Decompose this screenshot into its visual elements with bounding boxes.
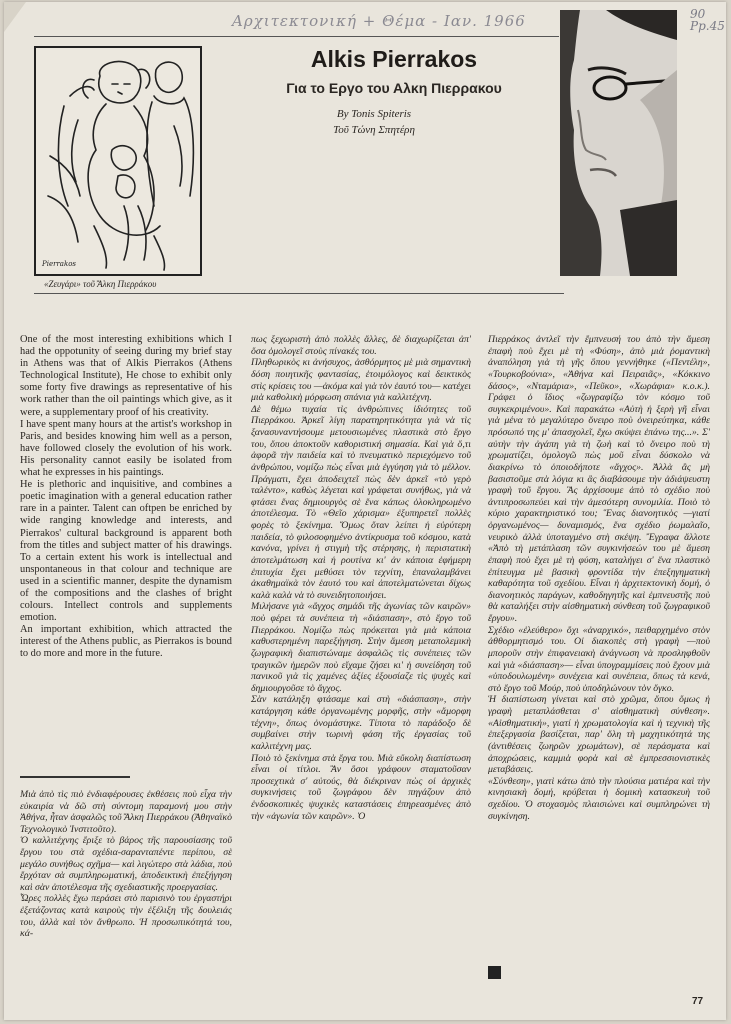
artist-signature: Pierrakos xyxy=(42,260,77,268)
greek-paragraph: Ἡ διαπίστωση γίνεται καὶ στὸ χρῶμα, ὅπου ὅμως ἡ γραφὴ μεταπλάσθεται σ' αἰσθηματικὴ σύνθεση». «Αἰσθηματική», γιατί ἡ χρωματολογία καὶ ἡ τεχνικὴ τῆς ἐπεξεργασία βασίζεται, παρ' ὅλη τὴ μαχητικότητά της (ἀντιθέσεις ζωηρῶν χρωμάτων), σὲ περάσματα καὶ ἀποχρώσεις, καμμιὰ φορὰ καὶ σὲ ἐμπρεσσιονιστικὲς μεταβάσεις. xyxy=(488,694,710,776)
byline-english: By Tonis Spiteris xyxy=(336,108,412,120)
top-rule xyxy=(34,36,559,37)
header-bottom-rule xyxy=(34,293,564,294)
artist-portrait xyxy=(560,10,677,276)
greek-paragraph: «Σύνθεση», γιατὶ κάτω ἀπὸ τὴν πλούσια ματιέρα καὶ τὴν κινησιακὴ δομή, κρύβεται ἡ δομικὴ κατασκευὴ τοῦ σχεδίου. Ὁ στοχασμὸς πλαισιώνει καὶ συμπληρώνει τὴ συγκίνηση. xyxy=(488,775,710,822)
greek-paragraph: Ὧρες πολλὲς ἔχω περάσει στὸ παρισινὸ του ἐργαστήρι ἐξετάζοντας κατὰ καιροὺς τὴν ἐξέλιξη τῆς δουλειάς του, ἀλλὰ καὶ τὸν ἄνθρωπο. Ἡ προσωπικότητά του, κά- xyxy=(20,893,232,940)
english-paragraph: An important exhibition, which attracted the interest of the Athens public, as Pierrakos is bound to do more and more in the future. xyxy=(20,624,232,660)
greek-paragraph: Πληθωρικὸς κι ἀνήσυχος, ἀσθόρμητος μὲ μιὰ σημαντικὴ δόση ποιητικῆς φαντασίας, ἑτοιμόλογος καὶ δεικτικὸς στὶς κρίσεις του —ἀκόμα καὶ γιὰ τὸν ἑαυτό του— κατέχει μιὰ καθολικὴ μόρφωση σπάνια γιὰ καλλιτέχνη. xyxy=(251,357,471,404)
greek-column-2 xyxy=(251,334,471,986)
page-number: 77 xyxy=(692,996,704,1007)
torn-corner xyxy=(4,2,26,32)
couple-drawing xyxy=(34,46,202,276)
magazine-page xyxy=(4,2,726,1020)
byline xyxy=(304,106,444,138)
english-column xyxy=(20,334,232,764)
byline-greek: Τοῦ Τώνη Σπητέρη xyxy=(333,124,415,136)
greek-paragraph: Πιερράκος ἀντλεῖ τὴν ἔμπνευσή του ἀπὸ τὴν ἄμεση ἐπαφὴ ποὺ ἔχει μὲ τὴ «Φύση», ἀπὸ μιὰ ῥομαντικὴ ἀναπόληση γιὰ τὴ γῆς ὅπου γεννήθηκε («Πεντέλη», «Τουρκοβούνια», «Ἀθήνα καὶ Πειραιᾶς», «Κόκκινο δάσος», «Νταμάρια», «Πεῦκο», «Χωράφια» κ.ο.κ.). Γράφει ὁ ἴδιος «ζωγραφίζω τὸν κόσμο τοῦ συγκεκριμένου». Καὶ παρακάτω «Αὐτὴ ἡ ξερὴ γῆ εἶναι γιὰ μένα τὸ μεγαλύτερο ὄνειρο ποὺ ὀνειρεύτηκα, κάθε πρόσωπό της μ' ἀπασχολεῖ, ἔχω σκύψει ἐπάνω της...». Σ' αὐτὴν τὴν ἀγάπη γιὰ τὴ ζωὴ καὶ τὸ ὄνειρο ποὺ τὴ χρωματίζει, ὁμολογῶ πὼς μοῦ εἶναι δύσκολο νὰ διακρίνω τὸ ὁποιοδήποτε «ἄγχος». Ἀλλὰ ἂς μὴ βασιστοῦμε στὰ λόγια κι ἂς διαβάσουμε τὴν ἀδιάψευστη γραφὴ τοῦ ἔργου. Ἂς ἀρχίσουμε ἀπὸ τὸ σχέδιο ποὺ ἀντιπροσωπεύει καὶ τὴν ἀμεσότερη συνομιλία. Ποιὸ τὸ κύριο χαρακτηριστικό του; Ἕνας διανοητικὸς —γιατί ὀργανωμένος— δυναμισμός, ἕνα σχέδιο ῥωμαλαῖο, νευρικὸ ἀλλὰ ὑποταγμένο στὴ σκέψη. Ἔγραφα ἄλλοτε «Ἀπὸ τὴ μετάπλαση τῶν συγκινήσεών του μὲ ἄμεση ἐπαφὴ ποὺ ἔχει μὲ τὴ φύση, καταλήγει σ' ἕνα πλαστικὸ ἐπίτευγμα μὲ βασικὴ φροντίδα τὴν ἐπεξηγηματικὴ καθαρότητα τοῦ σχεδίου. Εἶναι ἡ ἀρχιτεκτονικὴ δομή, ὁ διανοητικὸς παράγων, καθοδηγητῆς καὶ ἐμπνευστῆς ποὺ θὰ καταλήξει στὴν αἰσθηματικὴ σύνθεση τοῦ ζωγραφικοῦ ἔργου». xyxy=(488,334,710,624)
handwritten-note: Αρχιτεκτονική + Θέμα - Ιαν. 1966 xyxy=(232,12,526,30)
greek-paragraph: Μιὰ ἀπὸ τὶς πιὸ ἐνδιαφέρουσες ἐκθέσεις ποὺ εἶχα τὴν εὐκαιρία νὰ δῶ στὴ σύντομη παραμονή μου στὴν Ἀθήνα, ἦταν ἀσφαλῶς τοῦ Ἄλκη Πιερράκου (Ἀθηναϊκὸ Τεχνολογικὸ Ἰνστιτοῦτο). xyxy=(20,789,232,835)
english-paragraph: One of the most interesting exhibitions which I had the oppotunity of seeing during my brief stay in Athens was that of Alkis Pierrakos (Athens Technological Institute), He chose to exhibit only some forty five drawings as representative of his work rather than the oil paintings which give, as it were, a supplementary proof of his creativity. xyxy=(20,334,232,418)
drawing-caption: «Ζευγάρι» τοῦ Ἄλκη Πιερράκου xyxy=(44,279,157,289)
greek-paragraph: Δὲ θέμω τυχαία τὶς ἀνθρώπινες ἰδιότητες τοῦ Πιερράκου. Ἀρκεῖ λίγη παρατηρητικότητα γιὰ νὰ τὶς ξανασυναντήσουμε μετουσιωμένες πλαστικὰ στὸ ἔργο του, ὅπου ἀποκτοῦν καθοριστική σημασία. Καὶ γιὰ ὅ,τι ἀφορᾶ τὴν παιδεία καὶ τὸ πνευματικὸ περιεχόμενο τοῦ ἀνθρώπου, νομίζω πὼς εἶναι μιὰ ἐγγύηση γιὰ τὸ μέλλον. Πράγματι, ἔχει ἀποδειχτεῖ πὼς δὲν ἀρκεῖ «τὸ γερὸ ταλέντο», καθὼς λέγεται καὶ γράφεται συνήθως, γιὰ νὰ φτάσει ἕνας δημιουργὸς σὲ ἕνα κάπως ὁλοκληρωμένο ἀποτέλεσμα. Τὸ «Θεῖο χάρισμα» ἐξυπηρετεῖ πολλὲς φορὲς τὸ ξεκίνημα. Ὅμως ὅταν λείπει ἡ εὐρύτερη παιδεία, τὸ φιλοσοφημένο ἀντίκρυσμα τοῦ κόσμου, κατὰ κανόνα, γρίνει ἡ στιγμὴ τῆς στέρησης, ἡ περιστατικὴ ἀποτελμάτωση καὶ ἡ ρουτίνα κι' ἀν κάποια ἐφήμερη ἐπιτυχία ἔχει μεθύσει τὸν τεχνίτη, ἐπαναλαμβάνει ἀκαθημαϊκὰ τὸν ἑαυτό του καὶ ἀποτελματώνεται δίχως καλὰ καλὰ νὰ τὸ συνειδητοποιήσει. xyxy=(251,403,471,601)
greek-paragraph: Σχέδιο «ἐλεύθερο» ὄχι «ἀναρχικό», πειθαρχημένο στὸν ἀθθορμητισμό του. Οἱ διακοπὲς στὴ γραφὴ —ποὺ μποροῦν στὴν ἐπιφανειακὴ ἀνάγνωση νὰ προσληφθοῦν καὶ γιὰ «διάσπαση»— εἶναι ὑπογραμμίσεις ποὺ ἔχουν μιὰ «ὑποδουλωμένη» συνέχεια καὶ συνέπεια, ὅπως τὰ κενά, στὸ ἔργο τοῦ Μούρ, ποὺ ὑποδηλώνουν τὸν ὄγκο. xyxy=(488,624,710,694)
column-divider xyxy=(20,776,130,778)
greek-column-1 xyxy=(20,789,232,984)
english-paragraph: He is plethoric and inquisitive, and combines a poetic imagination with a general education rather rare in a painter. Talent can oftpen be enriched by wide ranging knowledge and interests, and Pierrakos' cultural background is apparent both from the titles and subject matter of his drawings. To a certain extent his work is intellectual and unspontaneous in that colour and technique are used in a scientific manner, despite the dynamism of the compositions and the clashes of bright colours. Intellect controls and supplements emotion. xyxy=(20,479,232,624)
end-of-article-mark xyxy=(488,966,501,979)
greek-paragraph: Ὁ καλλιτέχνης ἔριξε τὸ βάρος τῆς παρουσίασης τοῦ ἔργου του στὰ σχέδια-σαρανταπέντε περίπου, σὲ μεγάλο συνήθως σχῆμα— καὶ λιγώτερο στὰ λάδια, ποὺ ἔρχόταν σὰ συμπληρωματική, ἀποδεικτικὴ ἐπεξήγηση καὶ σὰν ἀποτέλεσμα τῆς σχεδιαστικῆς προεργασίας. xyxy=(20,835,232,893)
handwritten-corner-note: 90 Pp.45 xyxy=(690,7,725,33)
greek-column-3 xyxy=(488,334,710,954)
article-subtitle: Για το Εργο του Αλκη Πιερρακου xyxy=(286,80,502,96)
english-paragraph: I have spent many hours at the artist's workshop in Paris, and besides knowing him well as a person, have followed closely the evolution of his work. His personality cannot easily be isolated from what he expresses in his paintings. xyxy=(20,418,232,479)
greek-paragraph: Ποιὸ τὸ ξεκίνημα στὰ ἔργα του. Μιὰ εὔκολη διαπίστωση εἶναι οἱ τίτλοι. Ἂν ὅσοι γράφουν σταματοῦσαν προσεχτικὰ σ' αὐτούς, θὰ διέκριναν πὼς οἱ ἀρχικὲς συγκινήσεις τοῦ ζωγράφου δὲν πηγάζουν ἀπὸ ἐνδοσκοπικὲς ψυχικὲς καταστάσεις ἐπηρεασμένες ἀπὸ τὴν «ἀγωνία τῶν καιρῶν». Ὁ xyxy=(251,752,471,822)
greek-paragraph: Σὰν κατάληξη φτάσαμε καὶ στὴ «διάσπαση», στὴν κατάργηση κάθε ὀργανωμένης μορφῆς, στὴν «ἄμορφη τέχνη», ὅπως ὀνομάστηκε. Τίποτα τὸ παράδοξο δὲ συμβαίνει στὴν τωρινὴ φάση τῆς ἐργασίας τοῦ καλλιτέχνη μας. xyxy=(251,694,471,752)
greek-paragraph: Μιλήσανε γιὰ «ἄγχος σημάδι τῆς ἀγωνίας τῶν καιρῶν» ποὺ φέρει τὰ συνέπεια τὴ «διάσπαση», στὸ ἔργο τοῦ Πιερράκου. Νομίζω πὼς πρόκειται γιὰ μιὰ κάποια καθυστερημένη παρεξήγηση. Στὴν ἄμεση μεταπολεμικὴ ζωγραφικὴ διαπιστώναμε ἀσφαλῶς τὶς συνέπειες τῶν τραγικῶν ἡμερῶν ποὺ εἴχαμε ζήσει κι' ἡ συνείδηση τοῦ πανικοῦ γιὰ τὶς χαμένες ἀξίες ἐξουσίαζε τὶς ψυχὲς καὶ δημιουργοῦσε τὸ ἄγχος. xyxy=(251,601,471,694)
greek-paragraph: πως ξεχωριστὴ ἀπὸ πολλὲς ἄλλες, δὲ διαχωρίζεται ἀπ' ὅσα ὁμολογεῖ στοὺς πίνακές του. xyxy=(251,334,471,357)
article-title: Alkis Pierrakos xyxy=(310,46,478,72)
